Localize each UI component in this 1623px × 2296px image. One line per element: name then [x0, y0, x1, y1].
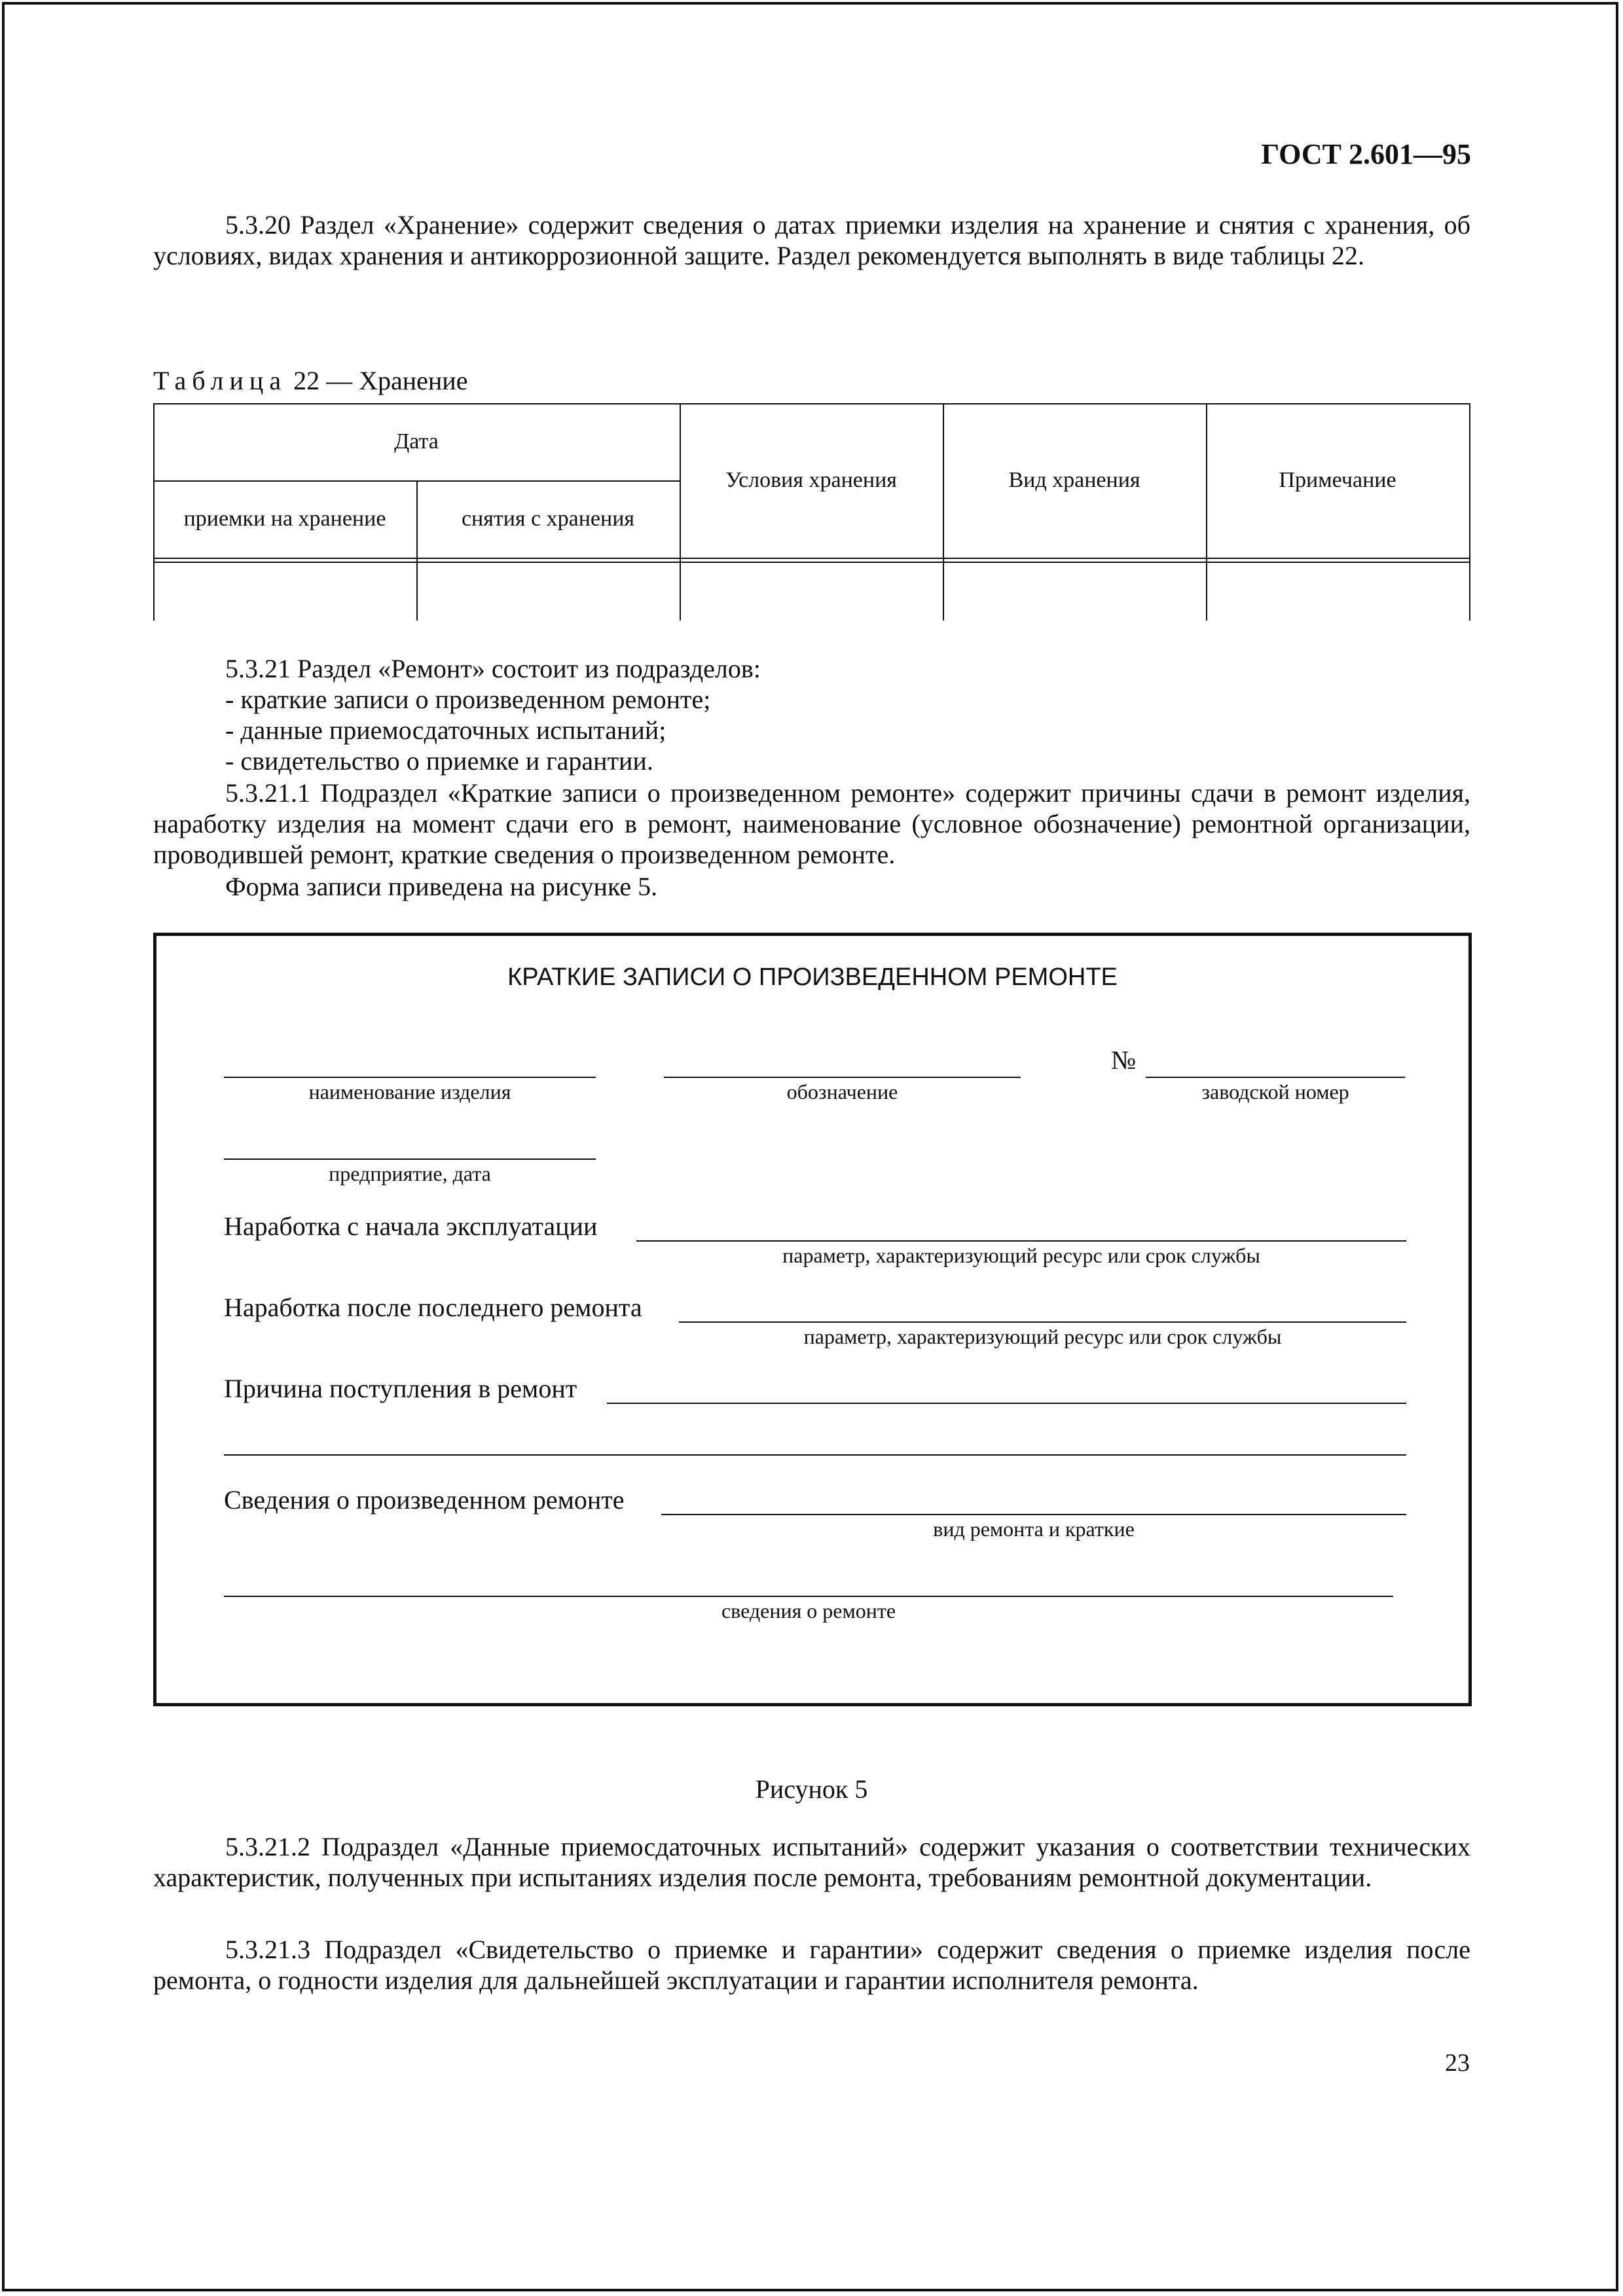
paragraph-5-3-21: [153, 653, 1470, 776]
repair-type-caption: вид ремонта и краткие: [933, 1517, 1135, 1541]
reason-second-line: [224, 1454, 1406, 1456]
designation-field-line: [664, 1077, 1021, 1078]
name-caption: наименование изделия: [308, 1080, 511, 1103]
page-number: 23: [1445, 2049, 1470, 2077]
repair-info-caption: сведения о ремонте: [721, 1599, 896, 1623]
paragraph-5-3-21-2: [153, 1831, 1470, 1893]
repair-info-label: Сведения о произведенном ремонте: [224, 1485, 625, 1515]
hours-start-caption: параметр, характеризующий ресурс или срок службы: [782, 1244, 1260, 1267]
table-line: [1469, 403, 1470, 620]
paragraph-5-3-21-1: [153, 778, 1470, 870]
document-code: ГОСТ 2.601—95: [1261, 138, 1471, 170]
hours-last-field-line: [679, 1321, 1406, 1323]
table-line: [153, 558, 1470, 559]
list-item: - свидетельство о приемке и гарантии.: [225, 746, 653, 776]
paragraph-form-reference: [153, 871, 1470, 902]
paragraph-5-3-20-text: 5.3.20 Раздел «Хранение» содержит сведения о датах приемки изделия на хранение и снятия с хранения, об условиях, видах хранения и антикоррозионной защите. Раздел рекомендуется выполнять в виде таблицы 22.: [153, 210, 1470, 270]
enterprise-field-line: [224, 1158, 596, 1160]
serial-caption: заводской номер: [1201, 1080, 1349, 1103]
paragraph-5-3-21-2-text: 5.3.21.2 Подраздел «Данные приемосдаточных испытаний» содержит указания о соответствии технических характеристик, полученных при испытаниях изделия после ремонта, требованиям ремонтной документации.: [153, 1832, 1470, 1892]
header-storage-type: Вид хранения: [1008, 468, 1140, 492]
storage-table: [153, 403, 1470, 620]
paragraph-5-3-20: [153, 209, 1470, 271]
number-sign: №: [1111, 1045, 1137, 1075]
header-accept-date: приемки на хранение: [183, 507, 386, 531]
list-item: - данные приемосдаточных испытаний;: [225, 715, 666, 745]
form-title: КРАТКИЕ ЗАПИСИ О ПРОИЗВЕДЕННОМ РЕМОНТЕ: [507, 963, 1118, 991]
hours-start-label: Наработка с начала эксплуатации: [224, 1211, 598, 1241]
list-item: - краткие записи о произведенном ремонте;: [225, 685, 711, 714]
reason-field-line: [607, 1403, 1406, 1404]
hours-start-field-line: [636, 1240, 1406, 1242]
figure-5-form: [153, 933, 1472, 1706]
header-date: Дата: [394, 429, 439, 454]
paragraph-5-3-21-3-text: 5.3.21.3 Подраздел «Свидетельство о приемке и гарантии» содержит сведения о приемке изделия после ремонта, о годности изделия для дальнейшей эксплуатации и гарантии исполнителя ремонта.: [153, 1935, 1470, 1995]
paragraph-5-3-21-intro: 5.3.21 Раздел «Ремонт» состоит из подразделов:: [225, 654, 761, 683]
paragraph-5-3-21-3: [153, 1934, 1470, 1996]
serial-field-line: [1146, 1077, 1405, 1078]
form-reference-text: Форма записи приведена на рисунке 5.: [225, 872, 658, 901]
header-remove-date: снятия с хранения: [461, 507, 635, 531]
designation-caption: обозначение: [786, 1080, 898, 1103]
table-22-caption: [153, 365, 467, 396]
table-line: [153, 562, 1470, 563]
table-caption-word: Таблица: [153, 366, 287, 395]
repair-type-field-line: [661, 1514, 1406, 1515]
header-note: Примечание: [1279, 468, 1396, 492]
name-field-line: [224, 1077, 596, 1078]
header-conditions: Условия хранения: [725, 468, 897, 492]
repair-info-field-line: [224, 1596, 1393, 1597]
figure-caption: Рисунок 5: [755, 1774, 868, 1804]
paragraph-5-3-21-1-text: 5.3.21.1 Подраздел «Краткие записи о произведенном ремонте» содержит причины сдачи в ремонт изделия, наработку изделия на момент сдачи его в ремонт, наименование (условное обозначение) ремонтной организации, проводившей ремонт, краткие сведения о произведенном ремонте.: [153, 778, 1470, 869]
reason-label: Причина поступления в ремонт: [224, 1374, 577, 1403]
enterprise-caption: предприятие, дата: [329, 1162, 491, 1185]
table-caption-rest: 22 — Хранение: [287, 366, 468, 395]
hours-last-label: Наработка после последнего ремонта: [224, 1293, 642, 1322]
hours-last-caption: параметр, характеризующий ресурс или срок службы: [803, 1325, 1282, 1348]
